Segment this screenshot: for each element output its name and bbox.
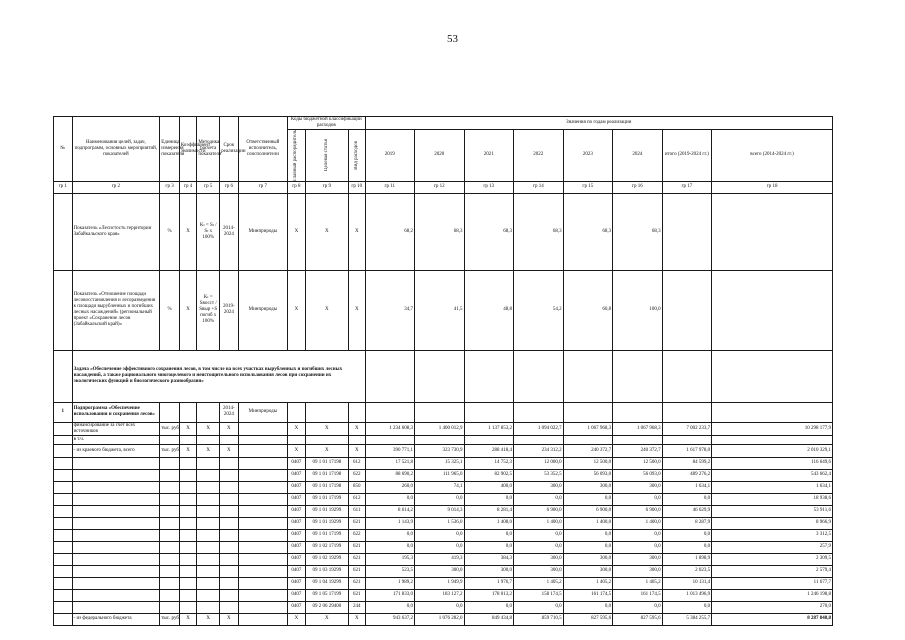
indicator-value: 68,3 bbox=[464, 193, 514, 270]
budget-value: 0,0 bbox=[662, 601, 712, 613]
header-year-2019: 2019 bbox=[365, 130, 415, 182]
financing-value: 1 067 968,3 bbox=[613, 422, 663, 435]
budget-value: 12 500,0 bbox=[563, 457, 613, 469]
indicator-value: 48,8 bbox=[464, 270, 514, 350]
subprogram-term: 2014-2024 bbox=[220, 402, 239, 422]
budget-value: 523,5 bbox=[365, 565, 415, 577]
indicator-value: 100,0 bbox=[613, 270, 663, 350]
financing-x: X bbox=[197, 444, 220, 457]
budget-value: 0,0 bbox=[365, 493, 415, 505]
budget-value: 0,0 bbox=[464, 529, 514, 541]
federal-x: X bbox=[179, 613, 197, 625]
budget-value: 400,0 bbox=[464, 481, 514, 493]
indicator-value: 68,3 bbox=[613, 193, 663, 270]
financing-value: 323 730,9 bbox=[415, 444, 465, 457]
expense-type-code: 621 bbox=[349, 577, 366, 589]
financing-x: X bbox=[288, 444, 306, 457]
budget-value: 300,0 bbox=[415, 565, 465, 577]
header-total-2014-2024: всего (2014-2024 гг.) bbox=[712, 130, 833, 182]
section-code: 0407 bbox=[288, 493, 306, 505]
section-code: 0407 bbox=[288, 565, 306, 577]
budget-value: 0,0 bbox=[464, 541, 514, 553]
group-label: гр 18 bbox=[712, 181, 833, 193]
indicator-name: Показатель «Отношение площади лесовосстановления и лесоразведения к площади вырубленных и погибших лесных насаждений» (региональный проект «Сохранение лесов (Забайкальский край)» bbox=[72, 270, 160, 350]
financing-value: 1 094 022,7 bbox=[514, 422, 564, 435]
budget-value: 74,1 bbox=[415, 481, 465, 493]
budget-value: 0,0 bbox=[415, 493, 465, 505]
financing-value: 1 234 608,3 bbox=[365, 422, 415, 435]
budget-value: 1 989,2 bbox=[365, 577, 415, 589]
target-article-code: 09 1 02 17199 bbox=[305, 541, 348, 553]
target-article-code: 09 1 01 17199 bbox=[305, 529, 348, 541]
financing-value: 10 298 177,9 bbox=[712, 422, 833, 435]
section-code: 0407 bbox=[288, 517, 306, 529]
group-label: гр 15 bbox=[563, 181, 613, 193]
budget-value: 8 614,2 bbox=[365, 505, 415, 517]
budget-value: 56 093,0 bbox=[613, 469, 663, 481]
financing-name: - из краевого бюджета, всего bbox=[72, 444, 160, 457]
indicator-value: 60,8 bbox=[563, 270, 613, 350]
federal-value: 8 287 848,8 bbox=[712, 613, 833, 625]
budget-value: 300,0 bbox=[514, 565, 564, 577]
financing-x: X bbox=[305, 422, 348, 435]
budget-value: 300,0 bbox=[464, 565, 514, 577]
budget-value: 0,0 bbox=[613, 493, 663, 505]
budget-code-row bbox=[54, 493, 833, 505]
group-label: гр 5 bbox=[197, 181, 220, 193]
section-code: 0407 bbox=[288, 529, 306, 541]
financing-value: 1 617 978,0 bbox=[662, 444, 712, 457]
federal-name: - из федерального бюджета bbox=[72, 613, 160, 625]
header-unit: Единица измерения показателя bbox=[160, 117, 180, 182]
expense-type-code: 612 bbox=[349, 493, 366, 505]
federal-value: 1 076 282,0 bbox=[415, 613, 465, 625]
indicator-reforestation-row bbox=[54, 270, 833, 350]
indicator-target-article: X bbox=[305, 270, 348, 350]
budget-value: 0,0 bbox=[365, 529, 415, 541]
indicator-value: 41,5 bbox=[415, 270, 465, 350]
financing-value: 1 400 012,9 bbox=[415, 422, 465, 435]
budget-value: 0,0 bbox=[514, 601, 564, 613]
federal-unit: тыс. руб. bbox=[160, 613, 180, 625]
group-label: гр 17 bbox=[662, 181, 712, 193]
budget-code-row bbox=[54, 457, 833, 469]
budget-value: 0,0 bbox=[613, 529, 663, 541]
header-coef: Коэффициент значимости bbox=[179, 117, 197, 182]
budget-value: 0,0 bbox=[662, 529, 712, 541]
financing-x: X bbox=[179, 444, 197, 457]
federal-value: 827 595,6 bbox=[563, 613, 613, 625]
indicator-forest-cover-row bbox=[54, 193, 833, 270]
header-term: Срок реализации bbox=[220, 117, 239, 182]
financing-x: X bbox=[220, 422, 239, 435]
subprogram-num: 1 bbox=[54, 402, 73, 422]
section-code: 0407 bbox=[288, 601, 306, 613]
indicator-main-manager: X bbox=[288, 270, 306, 350]
budget-value: 11 677,7 bbox=[712, 577, 833, 589]
indicator-value: 68,2 bbox=[365, 193, 415, 270]
group-label: гр 7 bbox=[238, 181, 288, 193]
group-label: гр 16 bbox=[613, 181, 663, 193]
target-article-code: 09 2 06 29400 bbox=[305, 601, 348, 613]
indicator-name: Показатель «Лесистость территории Забайкальского края» bbox=[72, 193, 160, 270]
budget-value: 489 276,2 bbox=[662, 469, 712, 481]
financing-value: 7 002 233,7 bbox=[662, 422, 712, 435]
indicator-main-manager: X bbox=[288, 193, 306, 270]
budget-value: 0,0 bbox=[662, 541, 712, 553]
budget-value: 543 662,4 bbox=[712, 469, 833, 481]
header-year-2020: 2020 bbox=[415, 130, 465, 182]
financing-x: X bbox=[349, 422, 366, 435]
section-code: 0407 bbox=[288, 469, 306, 481]
budget-value: 1 013 496,9 bbox=[662, 589, 712, 601]
budget-value: 1 408,0 bbox=[464, 517, 514, 529]
budget-value: 84 599,2 bbox=[662, 457, 712, 469]
budget-value: 270,0 bbox=[712, 601, 833, 613]
budget-value: 1 536,0 bbox=[415, 517, 465, 529]
budget-value: 1 143,9 bbox=[365, 517, 415, 529]
expense-type-code: 244 bbox=[349, 601, 366, 613]
federal-value: 849 434,8 bbox=[464, 613, 514, 625]
budget-value: 1 634,1 bbox=[662, 481, 712, 493]
federal-value: 5 384 255,7 bbox=[662, 613, 712, 625]
budget-value: 300,0 bbox=[613, 553, 663, 565]
budget-value: 3 312,5 bbox=[712, 529, 833, 541]
budget-value: 0,0 bbox=[613, 601, 663, 613]
federal-value: 943 637,2 bbox=[365, 613, 415, 625]
budget-value: 17 521,8 bbox=[365, 457, 415, 469]
federal-x: X bbox=[288, 613, 306, 625]
financing-value: 1 137 853,2 bbox=[464, 422, 514, 435]
budget-value: 0,0 bbox=[415, 541, 465, 553]
federal-x: X bbox=[305, 613, 348, 625]
budget-value: 1 405,2 bbox=[563, 577, 613, 589]
expense-type-code: 850 bbox=[349, 481, 366, 493]
budget-value: 18 938,6 bbox=[712, 493, 833, 505]
header-year-2024: 2024 bbox=[613, 130, 663, 182]
budget-value: 8 966,9 bbox=[712, 517, 833, 529]
federal-x: X bbox=[349, 613, 366, 625]
section-code: 0407 bbox=[288, 457, 306, 469]
header-values-by-years: Значения по годам реализации bbox=[365, 117, 833, 130]
header-year-2023: 2023 bbox=[563, 130, 613, 182]
indicator-value: 54,2 bbox=[514, 270, 564, 350]
indicator-value: 34,7 bbox=[365, 270, 415, 350]
budget-value: 8 287,9 bbox=[662, 517, 712, 529]
financing-value: 2 010 329,1 bbox=[712, 444, 833, 457]
header-target-article: Целевая статья bbox=[323, 139, 329, 172]
group-labels-row bbox=[54, 181, 833, 193]
budget-code-row bbox=[54, 553, 833, 565]
financing-value: 240 372,7 bbox=[563, 444, 613, 457]
group-label: гр 4 bbox=[179, 181, 197, 193]
group-label: гр 3 bbox=[160, 181, 180, 193]
budget-value: 88 690,2 bbox=[365, 469, 415, 481]
budget-value: 300,0 bbox=[563, 565, 613, 577]
budget-value: 171 833,0 bbox=[365, 589, 415, 601]
expense-type-code: 612 bbox=[349, 457, 366, 469]
budget-value: 1 400,0 bbox=[514, 517, 564, 529]
financing-value: 234 312,2 bbox=[514, 444, 564, 457]
subprogram-row bbox=[54, 402, 833, 422]
financing-row-all-sources bbox=[54, 422, 833, 435]
budget-value: 14 752,3 bbox=[464, 457, 514, 469]
group-label: гр 11 bbox=[365, 181, 415, 193]
group-label: гр 1 bbox=[54, 181, 73, 193]
budget-value: 300,0 bbox=[514, 481, 564, 493]
indicator-term: 2019-2024 bbox=[220, 270, 239, 350]
expense-type-code: 611 bbox=[349, 505, 366, 517]
budget-value: 161 174,5 bbox=[563, 589, 613, 601]
financing-x: X bbox=[288, 422, 306, 435]
expense-type-code: 621 bbox=[349, 541, 366, 553]
target-article-code: 09 1 01 19299 bbox=[305, 517, 348, 529]
budget-value: 300,0 bbox=[514, 553, 564, 565]
group-label: гр 12 bbox=[415, 181, 465, 193]
target-article-code: 09 1 01 17198 bbox=[305, 457, 348, 469]
budget-value: 257,9 bbox=[712, 541, 833, 553]
expense-type-code: 621 bbox=[349, 565, 366, 577]
financing-x: X bbox=[220, 444, 239, 457]
budget-value: 1 634,1 bbox=[712, 481, 833, 493]
indicator-method: Kₗ = Sₗ / Sₜ x 100% bbox=[197, 193, 220, 270]
header-row-1 bbox=[54, 117, 833, 130]
task-text: Задача «Обеспечение эффективного сохранения лесов, в том числе на всех участках вырубленных и погибших лесных насаждений, а также рационального многоцелевого и неистощительного использования лесов при сохранении их экологических функций и биологического разнообразия» bbox=[72, 350, 365, 402]
budget-value: 0,0 bbox=[415, 529, 465, 541]
budget-value: 12 000,0 bbox=[514, 457, 564, 469]
federal-value: 827 595,6 bbox=[613, 613, 663, 625]
group-label: гр 10 bbox=[349, 181, 366, 193]
budget-value: 10 131,4 bbox=[662, 577, 712, 589]
financing-x: X bbox=[305, 444, 348, 457]
budget-value: 111 965,0 bbox=[415, 469, 465, 481]
budget-value: 53 911,6 bbox=[712, 505, 833, 517]
indicator-value: 68,3 bbox=[514, 193, 564, 270]
header-budget-codes: Коды бюджетной классификации расходов bbox=[288, 117, 365, 130]
budget-code-row bbox=[54, 529, 833, 541]
section-code: 0407 bbox=[288, 481, 306, 493]
subprogram-responsible: Минприроды bbox=[238, 402, 288, 422]
budget-value: 1 949,9 bbox=[415, 577, 465, 589]
financing-unit: тыс. руб. bbox=[160, 444, 180, 457]
budget-value: 0,0 bbox=[514, 529, 564, 541]
indicator-expense-type: X bbox=[349, 193, 366, 270]
budget-value: 1 400,0 bbox=[563, 517, 613, 529]
financing-x: X bbox=[179, 422, 197, 435]
financing-x: X bbox=[349, 444, 366, 457]
target-article-code: 09 1 01 17199 bbox=[305, 493, 348, 505]
budget-value: 0,0 bbox=[563, 541, 613, 553]
budget-value: 178 013,2 bbox=[464, 589, 514, 601]
budget-value: 300,0 bbox=[563, 481, 613, 493]
budget-value: 1 405,2 bbox=[514, 577, 564, 589]
group-label: гр 13 bbox=[464, 181, 514, 193]
task-row bbox=[54, 350, 833, 402]
budget-value: 300,0 bbox=[613, 565, 663, 577]
section-code: 0407 bbox=[288, 541, 306, 553]
code-rows bbox=[54, 457, 833, 613]
page-number: 53 bbox=[447, 33, 458, 45]
budget-value: 116 649,6 bbox=[712, 457, 833, 469]
header-num: № bbox=[54, 117, 73, 182]
header-method: Методика расчета показателя bbox=[197, 117, 220, 182]
group-label: гр 14 bbox=[514, 181, 564, 193]
budget-value: 161 174,5 bbox=[613, 589, 663, 601]
financing-name: в т.ч. bbox=[72, 435, 160, 444]
financing-value: 1 067 968,3 bbox=[563, 422, 613, 435]
budget-value: 0,0 bbox=[563, 493, 613, 505]
indicator-coef: X bbox=[179, 270, 197, 350]
target-article-code: 09 1 01 17198 bbox=[305, 481, 348, 493]
financing-row-regional bbox=[54, 444, 833, 457]
indicator-target-article: X bbox=[305, 193, 348, 270]
indicator-responsible: Минприроды bbox=[238, 270, 288, 350]
indicator-term: 2014-2024 bbox=[220, 193, 239, 270]
expense-type-code: 621 bbox=[349, 589, 366, 601]
indicator-method: Kₗ = Sвосст / Sвыр +S погиб x 100% bbox=[197, 270, 220, 350]
budget-code-row bbox=[54, 601, 833, 613]
budget-value: 82 902,5 bbox=[464, 469, 514, 481]
budget-value: 0,0 bbox=[514, 541, 564, 553]
budget-value: 46 629,9 bbox=[662, 505, 712, 517]
budget-table bbox=[53, 116, 833, 626]
group-label: гр 8 bbox=[288, 181, 306, 193]
budget-value: 8 281,4 bbox=[464, 505, 514, 517]
budget-value: 2 579,4 bbox=[712, 565, 833, 577]
target-article-code: 09 1 05 17199 bbox=[305, 589, 348, 601]
budget-code-row bbox=[54, 481, 833, 493]
target-article-code: 09 1 01 19299 bbox=[305, 505, 348, 517]
budget-value: 0,0 bbox=[563, 529, 613, 541]
budget-code-row bbox=[54, 505, 833, 517]
target-article-code: 09 1 02 19299 bbox=[305, 553, 348, 565]
budget-value: 260,0 bbox=[365, 481, 415, 493]
indicator-coef: X bbox=[179, 193, 197, 270]
expense-type-code: 621 bbox=[349, 553, 366, 565]
budget-value: 1 246 198,8 bbox=[712, 589, 833, 601]
budget-value: 1 400,0 bbox=[613, 517, 663, 529]
budget-value: 0,0 bbox=[662, 493, 712, 505]
budget-value: 183 127,2 bbox=[415, 589, 465, 601]
section-code: 0407 bbox=[288, 589, 306, 601]
group-label: гр 2 bbox=[72, 181, 160, 193]
budget-value: 384,3 bbox=[464, 553, 514, 565]
budget-value: 0,0 bbox=[613, 541, 663, 553]
group-label: гр 9 bbox=[305, 181, 348, 193]
budget-value: 1 976,7 bbox=[464, 577, 514, 589]
financing-value: 288 418,4 bbox=[464, 444, 514, 457]
budget-code-row bbox=[54, 577, 833, 589]
header-responsible: Ответственный исполнитель, соисполнители bbox=[238, 117, 288, 182]
header-year-2022: 2022 bbox=[514, 130, 564, 182]
budget-value: 6 900,0 bbox=[613, 505, 663, 517]
federal-x: X bbox=[197, 613, 220, 625]
indicator-unit: % bbox=[160, 270, 180, 350]
financing-row-federal bbox=[54, 613, 833, 625]
budget-value: 300,0 bbox=[613, 481, 663, 493]
budget-value: 0,0 bbox=[365, 541, 415, 553]
financing-value: 390 771,1 bbox=[365, 444, 415, 457]
budget-value: 419,3 bbox=[415, 553, 465, 565]
budget-value: 12 500,0 bbox=[613, 457, 663, 469]
financing-x: X bbox=[197, 422, 220, 435]
target-article-code: 09 1 03 19299 bbox=[305, 565, 348, 577]
budget-value: 0,0 bbox=[464, 601, 514, 613]
header-year-2021: 2021 bbox=[464, 130, 514, 182]
budget-value: 15 325,1 bbox=[415, 457, 465, 469]
target-article-code: 09 1 01 17198 bbox=[305, 469, 348, 481]
budget-value: 1 405,2 bbox=[613, 577, 663, 589]
financing-unit: тыс. руб. bbox=[160, 422, 180, 435]
indicator-responsible: Минприроды bbox=[238, 193, 288, 270]
budget-value: 0,0 bbox=[415, 601, 465, 613]
budget-code-row bbox=[54, 589, 833, 601]
budget-value: 2 023,5 bbox=[662, 565, 712, 577]
budget-value: 1 898,9 bbox=[662, 553, 712, 565]
indicator-expense-type: X bbox=[349, 270, 366, 350]
budget-value: 0,0 bbox=[365, 601, 415, 613]
financing-value: 240 372,7 bbox=[613, 444, 663, 457]
budget-value: 6 900,0 bbox=[563, 505, 613, 517]
section-code: 0407 bbox=[288, 505, 306, 517]
section-code: 0407 bbox=[288, 577, 306, 589]
budget-value: 195,3 bbox=[365, 553, 415, 565]
budget-value: 0,0 bbox=[563, 601, 613, 613]
header-main-manager: Главный распорядитель bbox=[293, 130, 299, 181]
budget-value: 56 093,0 bbox=[563, 469, 613, 481]
header-name: Наименования целей, задач, подпрограмм, основных мероприятий, показателей bbox=[72, 117, 160, 182]
budget-value: 0,0 bbox=[514, 493, 564, 505]
budget-code-row bbox=[54, 517, 833, 529]
budget-value: 9 014,3 bbox=[415, 505, 465, 517]
budget-value: 0,0 bbox=[464, 493, 514, 505]
header-total-2019-2024: итого (2019-2024 гг.) bbox=[662, 130, 712, 182]
financing-name: финансирование за счет всех источников bbox=[72, 422, 160, 435]
section-code: 0407 bbox=[288, 553, 306, 565]
federal-value: 859 710,5 bbox=[514, 613, 564, 625]
budget-value: 53 352,5 bbox=[514, 469, 564, 481]
group-label: гр 6 bbox=[220, 181, 239, 193]
budget-value: 300,0 bbox=[563, 553, 613, 565]
header-expense-type: Вид расходов bbox=[353, 141, 359, 170]
target-article-code: 09 1 04 19299 bbox=[305, 577, 348, 589]
expense-type-code: 621 bbox=[349, 517, 366, 529]
expense-type-code: 622 bbox=[349, 469, 366, 481]
indicator-unit: % bbox=[160, 193, 180, 270]
financing-row-including bbox=[54, 435, 833, 444]
budget-code-row bbox=[54, 541, 833, 553]
budget-code-row bbox=[54, 469, 833, 481]
indicator-value: 68,3 bbox=[415, 193, 465, 270]
expense-type-code: 622 bbox=[349, 529, 366, 541]
federal-x: X bbox=[220, 613, 239, 625]
subprogram-name: Подпрограмма «Обеспечение использования и сохранения лесов» bbox=[72, 402, 160, 422]
indicator-value: 68,3 bbox=[563, 193, 613, 270]
budget-value: 158 174,5 bbox=[514, 589, 564, 601]
budget-value: 2 309,5 bbox=[712, 553, 833, 565]
budget-code-row bbox=[54, 565, 833, 577]
budget-value: 6 900,0 bbox=[514, 505, 564, 517]
